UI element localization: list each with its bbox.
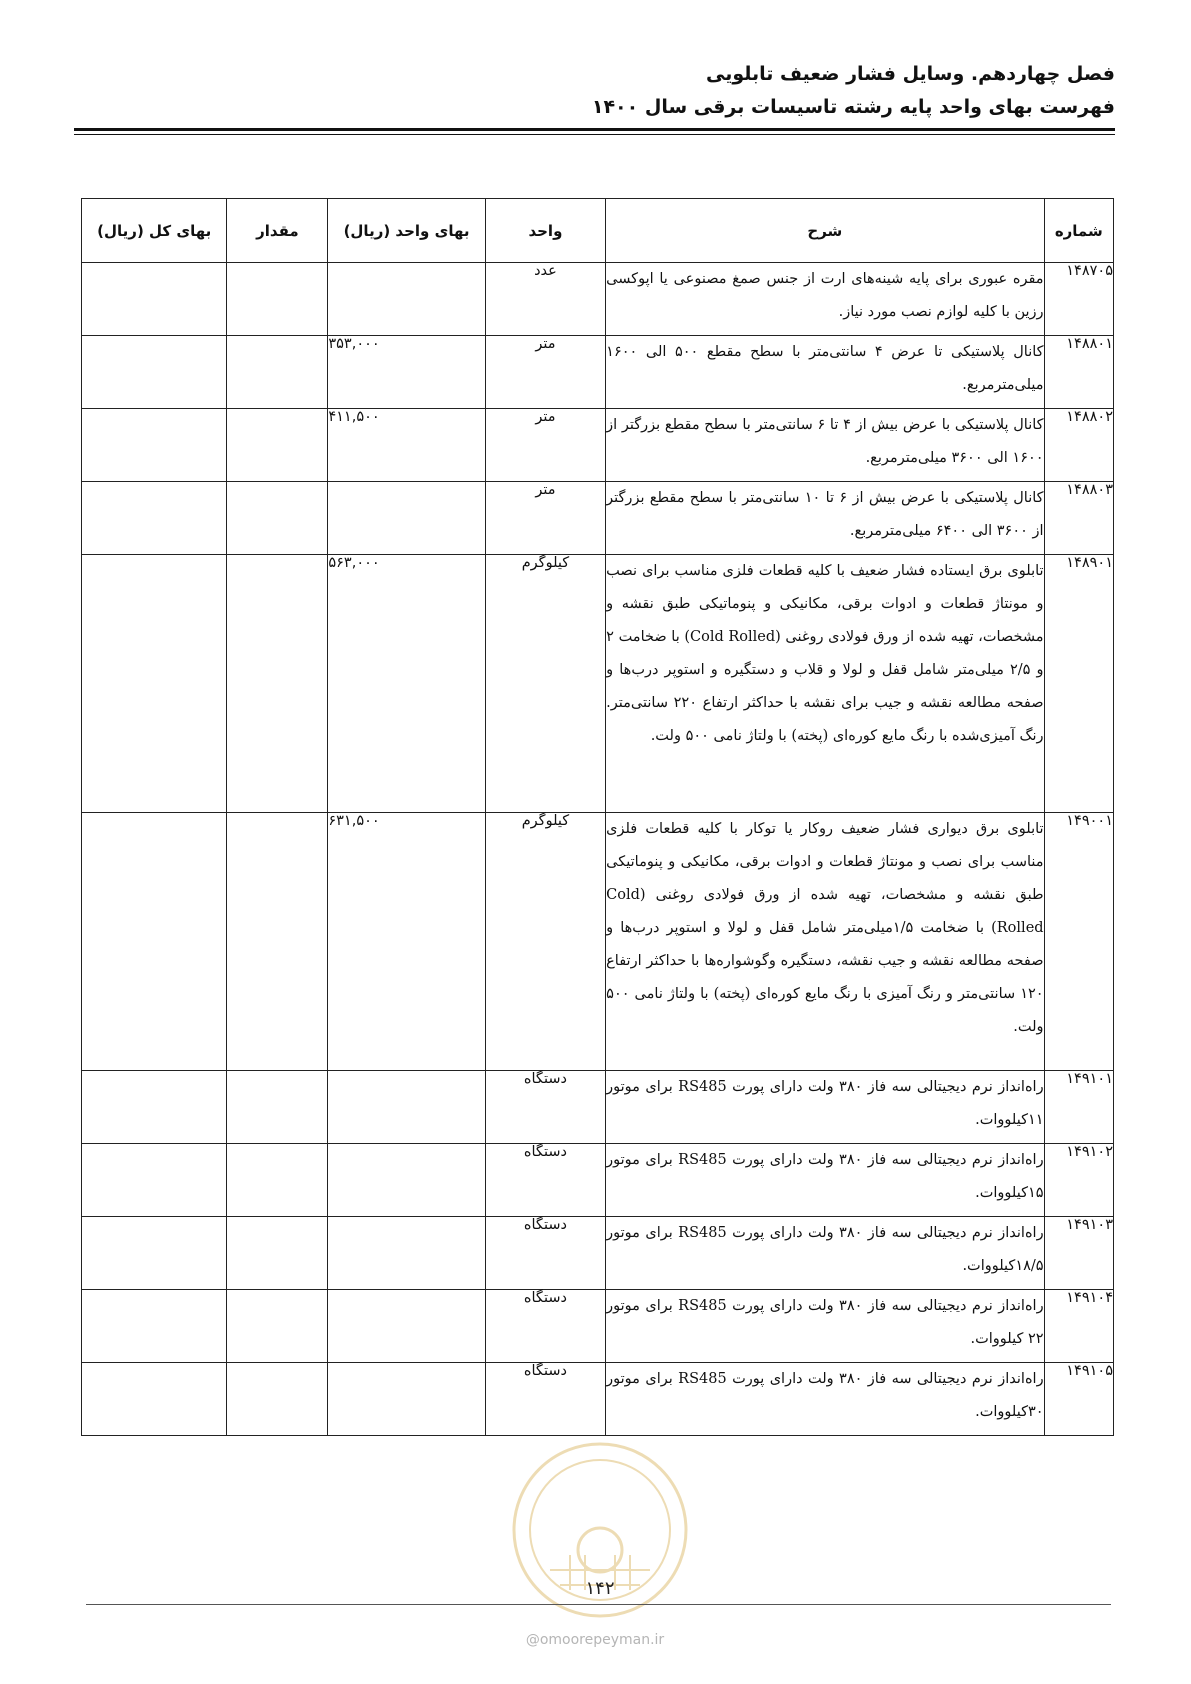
row-unit-price: ۴۱۱,۵۰۰ bbox=[328, 409, 485, 482]
row-quantity[interactable] bbox=[227, 1144, 328, 1217]
table-row bbox=[82, 1071, 1114, 1144]
row-unit-price bbox=[328, 1363, 485, 1436]
row-number: ۱۴۸۸۰۳ bbox=[1044, 482, 1113, 555]
page-number: ۱۴۲ bbox=[585, 1578, 615, 1599]
table-row bbox=[82, 813, 1114, 1071]
row-number: ۱۴۹۱۰۵ bbox=[1044, 1363, 1113, 1436]
table-row bbox=[82, 1144, 1114, 1217]
table-row bbox=[82, 263, 1114, 336]
row-description: کانال پلاستیکی با عرض بیش از ۶ تا ۱۰ سانتی‌متر با سطح مقطع بزرگتر از ۳۶۰۰ الی ۶۴۰۰ میلی‌مترمربع. bbox=[606, 482, 1044, 555]
column-header-unit: واحد bbox=[485, 199, 605, 263]
footer-rule bbox=[86, 1604, 1111, 1605]
row-number: ۱۴۹۱۰۱ bbox=[1044, 1071, 1113, 1144]
row-unit: متر bbox=[485, 409, 605, 482]
price-list-table bbox=[81, 198, 1114, 1436]
row-unit-price bbox=[328, 482, 485, 555]
row-quantity[interactable] bbox=[227, 482, 328, 555]
row-quantity[interactable] bbox=[227, 409, 328, 482]
row-unit-price bbox=[328, 1217, 485, 1290]
row-total-price[interactable] bbox=[82, 1071, 227, 1144]
row-quantity[interactable] bbox=[227, 1363, 328, 1436]
row-unit: کیلوگرم bbox=[485, 813, 605, 1071]
table-row bbox=[82, 482, 1114, 555]
row-quantity[interactable] bbox=[227, 263, 328, 336]
column-header-unit-price: بهای واحد (ریال) bbox=[328, 199, 485, 263]
row-unit-price bbox=[328, 1290, 485, 1363]
row-number: ۱۴۹۰۰۱ bbox=[1044, 813, 1113, 1071]
row-unit-price: ۳۵۳,۰۰۰ bbox=[328, 336, 485, 409]
row-number: ۱۴۹۱۰۲ bbox=[1044, 1144, 1113, 1217]
chapter-title: فصل چهاردهم. وسایل فشار ضعیف تابلویی bbox=[705, 63, 1115, 85]
row-total-price[interactable] bbox=[82, 1144, 227, 1217]
watermark-text: @omoorepeyman.ir bbox=[525, 1632, 665, 1648]
row-description: راه‌انداز نرم دیجیتالی سه فاز ۳۸۰ ولت دارای پورت RS485 برای موتور ۱۱کیلووات. bbox=[606, 1071, 1044, 1144]
row-description: تابلوی برق ایستاده فشار ضعیف با کلیه قطعات فلزی مناسب برای نصب و مونتاژ قطعات و ادوات برقی، مکانیکی و پنوماتیکی طبق نقشه و مشخصات، تهیه شده از ورق فولادی روغنی (Cold Rolled) با ضخامت ۲ و ۲/۵ میلی‌متر شامل قفل و لولا و قلاب و دستگیره و استوپر درب‌ها و صفحه مطالعه نقشه و جیب برای نقشه با حداکثر ارتفاع ۲۲۰ سانتی‌متر. رنگ آمیزی‌شده با رنگ مایع کوره‌ای (پخته) با ولتاژ نامی ۵۰۰ ولت. bbox=[606, 555, 1044, 813]
row-unit-price bbox=[328, 1144, 485, 1217]
row-total-price[interactable] bbox=[82, 1290, 227, 1363]
row-quantity[interactable] bbox=[227, 1217, 328, 1290]
row-total-price[interactable] bbox=[82, 1363, 227, 1436]
row-unit: دستگاه bbox=[485, 1071, 605, 1144]
row-description: کانال پلاستیکی تا عرض ۴ سانتی‌متر با سطح مقطع ۵۰۰ الی ۱۶۰۰ میلی‌مترمربع. bbox=[606, 336, 1044, 409]
row-unit: دستگاه bbox=[485, 1217, 605, 1290]
row-number: ۱۴۹۱۰۴ bbox=[1044, 1290, 1113, 1363]
row-unit: دستگاه bbox=[485, 1363, 605, 1436]
row-description: راه‌انداز نرم دیجیتالی سه فاز ۳۸۰ ولت دارای پورت RS485 برای موتور ۱۸/۵کیلووات. bbox=[606, 1217, 1044, 1290]
row-quantity[interactable] bbox=[227, 1290, 328, 1363]
table-row bbox=[82, 1363, 1114, 1436]
row-number: ۱۴۸۸۰۱ bbox=[1044, 336, 1113, 409]
row-number: ۱۴۸۹۰۱ bbox=[1044, 555, 1113, 813]
row-number: ۱۴۸۷۰۵ bbox=[1044, 263, 1113, 336]
row-total-price[interactable] bbox=[82, 263, 227, 336]
column-header-total-price: بهای کل (ریال) bbox=[82, 199, 227, 263]
row-description: مقره عبوری برای پایه شینه‌های ارت از جنس صمغ مصنوعی یا اپوکسی رزین با کلیه لوازم نصب مورد نیاز. bbox=[606, 263, 1044, 336]
row-description: راه‌انداز نرم دیجیتالی سه فاز ۳۸۰ ولت دارای پورت RS485 برای موتور ۱۵کیلووات. bbox=[606, 1144, 1044, 1217]
column-header-description: شرح bbox=[606, 199, 1044, 263]
table-row bbox=[82, 409, 1114, 482]
row-unit: دستگاه bbox=[485, 1290, 605, 1363]
row-quantity[interactable] bbox=[227, 555, 328, 813]
row-total-price[interactable] bbox=[82, 1217, 227, 1290]
row-description: راه‌انداز نرم دیجیتالی سه فاز ۳۸۰ ولت دارای پورت RS485 برای موتور ۲۲ کیلووات. bbox=[606, 1290, 1044, 1363]
row-unit-price: ۶۳۱,۵۰۰ bbox=[328, 813, 485, 1071]
row-unit: عدد bbox=[485, 263, 605, 336]
row-quantity[interactable] bbox=[227, 1071, 328, 1144]
column-header-quantity: مقدار bbox=[227, 199, 328, 263]
row-description: کانال پلاستیکی با عرض بیش از ۴ تا ۶ سانتی‌متر با سطح مقطع بزرگتر از ۱۶۰۰ الی ۳۶۰۰ میلی‌مترمربع. bbox=[606, 409, 1044, 482]
row-unit: کیلوگرم bbox=[485, 555, 605, 813]
row-description: تابلوی برق دیواری فشار ضعیف روکار یا توکار با کلیه قطعات فلزی مناسب برای نصب و مونتاژ قطعات و ادوات برقی، مکانیکی و پنوماتیکی طبق نقشه و مشخصات، تهیه شده از ورق فولادی روغنی (Cold Rolled) با ضخامت ۱/۵میلی‌متر شامل قفل و لولا و استوپر درب‌ها و صفحه مطالعه نقشه و جیب نقشه، دستگیره وگوشواره‌ها با حداکثر ارتفاع ۱۲۰ سانتی‌متر و رنگ آمیزی با رنگ مایع کوره‌ای (پخته) با ولتاژ نامی ۵۰۰ ولت. bbox=[606, 813, 1044, 1071]
row-total-price[interactable] bbox=[82, 555, 227, 813]
document-title: فهرست بهای واحد پایه رشته تاسیسات برقی سال ۱۴۰۰ bbox=[591, 96, 1115, 118]
row-total-price[interactable] bbox=[82, 813, 227, 1071]
row-unit: متر bbox=[485, 336, 605, 409]
row-unit-price bbox=[328, 1071, 485, 1144]
row-unit-price: ۵۶۳,۰۰۰ bbox=[328, 555, 485, 813]
row-number: ۱۴۸۸۰۲ bbox=[1044, 409, 1113, 482]
row-unit: دستگاه bbox=[485, 1144, 605, 1217]
row-total-price[interactable] bbox=[82, 482, 227, 555]
header-rule-thin bbox=[74, 134, 1115, 135]
row-unit-price bbox=[328, 263, 485, 336]
row-unit: متر bbox=[485, 482, 605, 555]
header-rule-thick bbox=[74, 128, 1115, 131]
table-header-row bbox=[82, 199, 1114, 263]
table-row bbox=[82, 1217, 1114, 1290]
table-row bbox=[82, 1290, 1114, 1363]
column-header-number: شماره bbox=[1044, 199, 1113, 263]
row-total-price[interactable] bbox=[82, 336, 227, 409]
row-number: ۱۴۹۱۰۳ bbox=[1044, 1217, 1113, 1290]
row-quantity[interactable] bbox=[227, 336, 328, 409]
table-row bbox=[82, 336, 1114, 409]
table-row bbox=[82, 555, 1114, 813]
row-description: راه‌انداز نرم دیجیتالی سه فاز ۳۸۰ ولت دارای پورت RS485 برای موتور ۳۰کیلووات. bbox=[606, 1363, 1044, 1436]
row-quantity[interactable] bbox=[227, 813, 328, 1071]
document-header bbox=[74, 58, 1115, 124]
row-total-price[interactable] bbox=[82, 409, 227, 482]
